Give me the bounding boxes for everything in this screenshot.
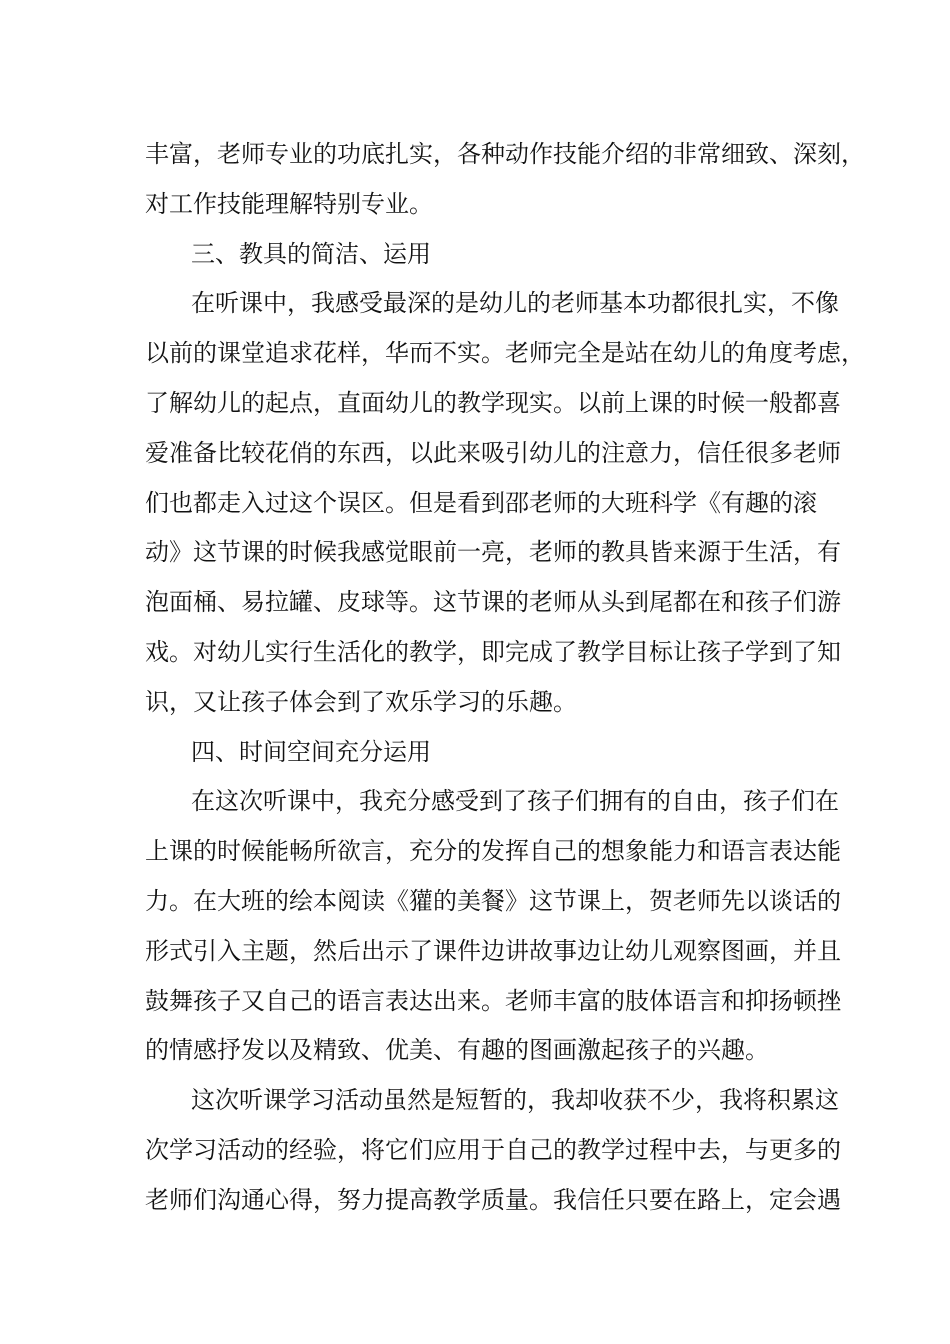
paragraph-line: 泡面桶、易拉罐、皮球等。这节课的老师从头到尾都在和孩子们游 (145, 588, 841, 617)
paragraph-line: 丰富，老师专业的功底扎实，各种动作技能介绍的非常细致、深刻， (145, 140, 865, 168)
paragraph-line: 鼓舞孩子又自己的语言表达出来。老师丰富的肢体语言和抑扬顿挫 (145, 986, 841, 1015)
paragraph-first-line: 四、时间空间充分运用 (191, 737, 431, 766)
paragraph-line: 了解幼儿的起点，直面幼儿的教学现实。以前上课的时候一般都喜 (145, 388, 841, 417)
document-body (145, 130, 865, 1226)
paragraph-line: 爱准备比较花俏的东西，以此来吸引幼儿的注意力，信任很多老师 (145, 438, 841, 467)
paragraph-line: 动》这节课的时候我感觉眼前一亮，老师的教具皆来源于生活，有 (145, 538, 841, 567)
paragraph-line: 次学习活动的经验，将它们应用于自己的教学过程中去，与更多的 (145, 1135, 841, 1164)
paragraph-line: 戏。对幼儿实行生活化的教学，即完成了教学目标让孩子学到了知 (145, 637, 841, 666)
paragraph-first-line: 三、教具的简洁、运用 (191, 239, 431, 268)
paragraph-line: 对工作技能理解特别专业。 (145, 189, 433, 218)
paragraph-line: 形式引入主题，然后出示了课件边讲故事边让幼儿观察图画，并且 (145, 936, 841, 965)
paragraph-line: 们也都走入过这个误区。但是看到邵老师的大班科学《有趣的滚 (145, 488, 817, 517)
paragraph-first-line: 这次听课学习活动虽然是短暂的，我却收获不少，我将积累这 (191, 1086, 839, 1115)
paragraph-line: 的情感抒发以及精致、优美、有趣的图画激起孩子的兴趣。 (145, 1036, 769, 1065)
paragraph-first-line: 在这次听课中，我充分感受到了孩子们拥有的自由，孩子们在 (191, 787, 839, 816)
paragraph-first-line: 在听课中，我感受最深的是幼儿的老师基本功都很扎实，不像 (191, 289, 839, 318)
paragraph-line: 识，又让孩子体会到了欢乐学习的乐趣。 (145, 687, 577, 716)
paragraph-line: 老师们沟通心得，努力提高教学质量。我信任只要在路上，定会遇 (145, 1185, 841, 1214)
paragraph-line: 力。在大班的绘本阅读《獾的美餐》这节课上，贺老师先以谈话的 (145, 886, 841, 915)
paragraph-line: 以前的课堂追求花样，华而不实。老师完全是站在幼儿的角度考虑， (145, 339, 865, 368)
paragraph-line: 上课的时候能畅所欲言，充分的发挥自己的想象能力和语言表达能 (145, 837, 841, 866)
